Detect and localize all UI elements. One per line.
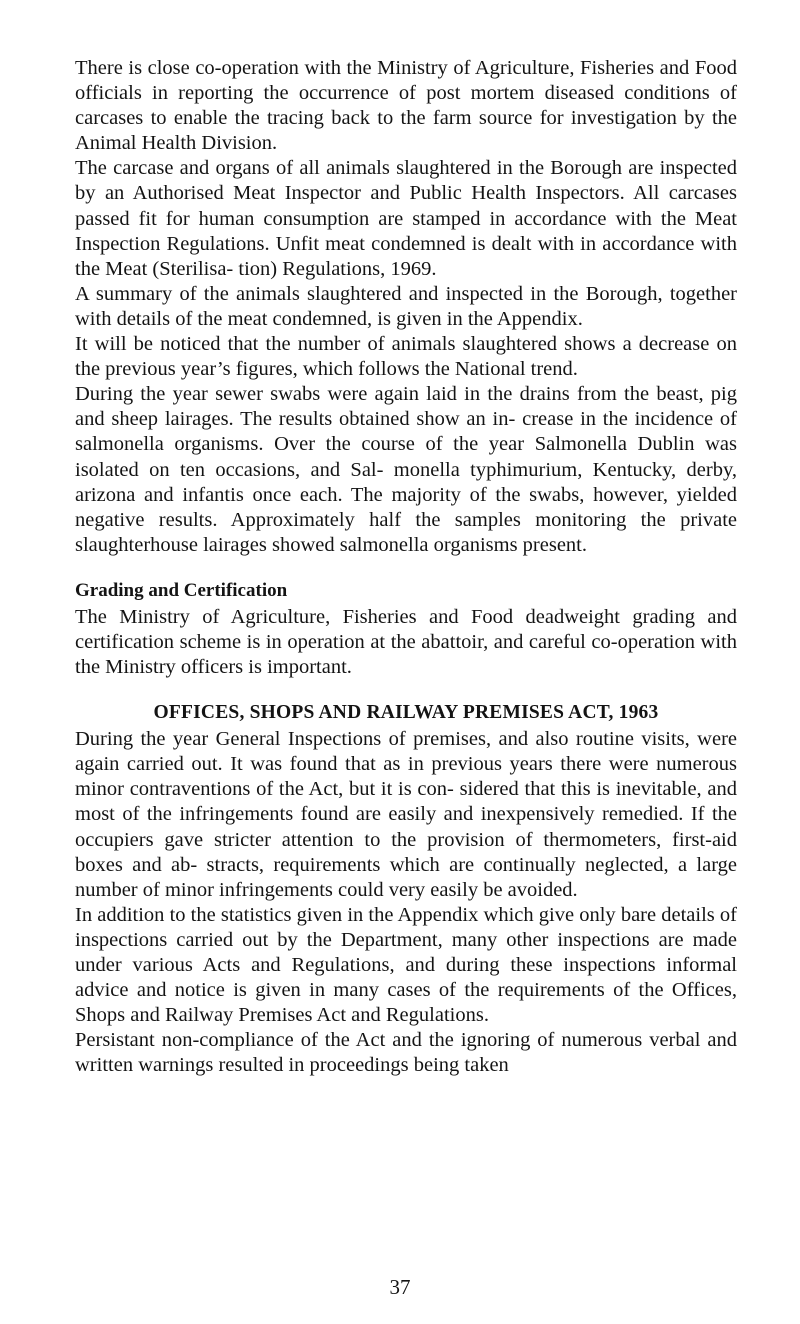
paragraph-statistics: In addition to the statistics given in the Appendix which give only bare details of inspections carried out by the Department, many other inspections are made under various Acts and Regulations, and during these inspections informal advice and notice is given in many cases of the requirements of the Offices, Shops and Railway Premises Act and Regulations. [75, 903, 737, 1027]
page-content [75, 56, 737, 1078]
paragraph-summary: A summary of the animals slaughtered and inspected in the Borough, together with details of the meat condemned, is given in the Appendix. [75, 282, 737, 330]
paragraph-grading: The Ministry of Agriculture, Fisheries and Food deadweight grading and certification scheme is in operation at the abattoir, and careful co-operation with the Ministry officers is important. [75, 605, 737, 679]
paragraph-sewer-swabs: During the year sewer swabs were again laid in the drains from the beast, pig and sheep lairages. The results obtained show an in- crease in the incidence of salmonella organisms. Over the course of the year Salmonella Dublin was isolated on ten occasions, and Sal- monella typhimurium, Kentucky, derby, arizona and infantis once each. The majority of the swabs, however, yielded negative results. Approximately half the samples monitoring the private slaughterhouse lairages showed salmonella organisms present. [75, 383, 737, 556]
paragraph-general-inspections: During the year General Inspections of premises, and also routine visits, were again carried out. It was found that as in previous years there were numerous minor contraventions of the Act, but it is con- sidered that this is inevitable, and most of the infringements found are easily and inexpensively remedied. If the occupiers gave stricter attention to the provision of thermometers, first-aid boxes and ab- stracts, requirements which are continually neglected, a large number of minor infringements could very easily be avoided. [75, 728, 737, 901]
grading-heading: Grading and Certification [75, 579, 288, 601]
page-number: 37 [389, 1275, 411, 1299]
paragraph-post-mortem: There is close co-operation with the Ministry of Agriculture, Fisheries and Food officials in reporting the occurrence of post mortem diseased conditions of carcases to enable the tracing back to the farm source for investigation by the Animal Health Division. [75, 57, 737, 155]
paragraph-decrease: It will be noticed that the number of animals slaughtered shows a decrease on the previous year’s figures, which follows the National trend. [75, 333, 737, 381]
paragraph-non-compliance: Persistant non-compliance of the Act and the ignoring of numerous verbal and written warnings resulted in proceedings being taken [75, 1029, 737, 1077]
offices-act-heading: OFFICES, SHOPS AND RAILWAY PREMISES ACT, 1963 [153, 702, 659, 724]
paragraph-carcase-inspection: The carcase and organs of all animals slaughtered in the Borough are inspected by an Authorised Meat Inspector and Public Health Inspectors. All carcases passed fit for human consumption are stamped in accordance with the Meat Inspection Regulations. Unfit meat condemned is dealt with in accordance with the Meat (Sterilisa- tion) Regulations, 1969. [75, 157, 737, 280]
